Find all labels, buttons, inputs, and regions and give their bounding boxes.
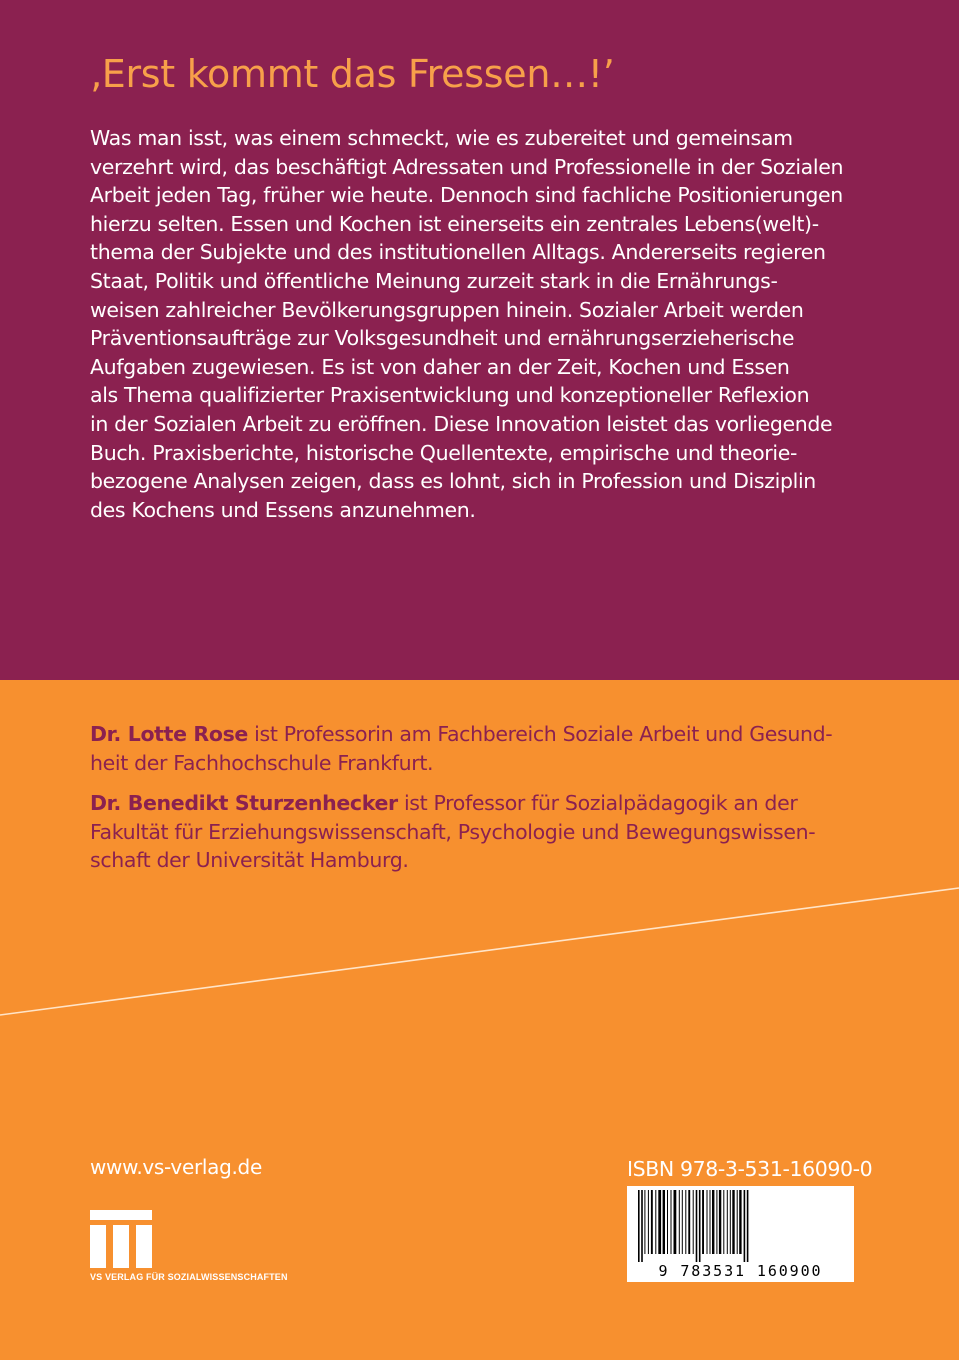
- blurb-text: [90, 124, 880, 524]
- author-bio-sturzenhecker: [90, 789, 880, 875]
- blurb-line: weisen zahlreicher Bevölkerungsgruppen hinein. Sozialer Arbeit werden: [90, 297, 804, 322]
- blurb-line: thema der Subjekte und des institutionellen Alltags. Andererseits regieren: [90, 240, 826, 265]
- blurb-line: Staat, Politik und öffentliche Meinung zurzeit stark in die Ernährungs-: [90, 268, 778, 293]
- author-bio-sturzenhecker-line: Fakultät für Erziehungswissenschaft, Psychologie und Bewegungswissen-: [90, 819, 816, 844]
- barcode-digits: 9 783531 160900: [658, 1262, 823, 1280]
- isbn-number: ISBN 978-3-531-16090-0: [627, 1157, 873, 1181]
- blurb-line: hierzu selten. Essen und Kochen ist einerseits ein zentrales Lebens(welt)-: [90, 211, 819, 236]
- cover-title: ‚Erst kommt das Fressen…!’: [90, 52, 615, 96]
- author-name-rose: Dr. Lotte Rose: [90, 722, 248, 746]
- blurb-line: verzehrt wird, das beschäftigt Adressaten und Professionelle in der Sozialen: [90, 154, 844, 179]
- blurb-line: Aufgaben zugewiesen. Es ist von daher an der Zeit, Kochen und Essen: [90, 354, 790, 379]
- ean13-barcode-icon: [637, 1190, 844, 1262]
- blurb-line: als Thema qualifizierter Praxisentwicklung und konzeptioneller Reflexion: [90, 383, 810, 408]
- blurb-line: Arbeit jeden Tag, früher wie heute. Dennoch sind fachliche Positionierungen: [90, 183, 843, 208]
- blurb-line: in der Sozialen Arbeit zu eröffnen. Diese Innovation leistet das vorliegende: [90, 411, 833, 436]
- author-bio-rose: [90, 720, 880, 777]
- author-bio-sturzenhecker-line: ist Professor für Sozialpädagogik an der: [397, 791, 798, 815]
- author-name-sturzenhecker: Dr. Benedikt Sturzenhecker: [90, 791, 398, 815]
- author-bio-rose-line: ist Professorin am Fachbereich Soziale Arbeit und Gesund-: [248, 722, 833, 746]
- vs-verlag-logo-icon: [90, 1210, 152, 1268]
- publisher-name: VS VERLAG FÜR SOZIALWISSENSCHAFTEN: [90, 1272, 288, 1282]
- author-bio-sturzenhecker-line: schaft der Universität Hamburg.: [90, 848, 409, 873]
- barcode: [627, 1186, 854, 1282]
- blurb-line: des Kochens und Essens anzunehmen.: [90, 497, 476, 522]
- publisher-url: www.vs-verlag.de: [90, 1155, 262, 1179]
- blurb-line: Präventionsaufträge zur Volksgesundheit und ernährungserzieherische: [90, 326, 795, 351]
- blurb-line: Buch. Praxisberichte, historische Quellentexte, empirische und theorie-: [90, 440, 798, 465]
- blurb-line: bezogene Analysen zeigen, dass es lohnt, sich in Profession und Disziplin: [90, 469, 816, 494]
- author-bio-rose-line: heit der Fachhochschule Frankfurt.: [90, 750, 434, 775]
- diagonal-divider-line: [0, 880, 959, 1020]
- blurb-line: Was man isst, was einem schmeckt, wie es zubereitet und gemeinsam: [90, 126, 793, 150]
